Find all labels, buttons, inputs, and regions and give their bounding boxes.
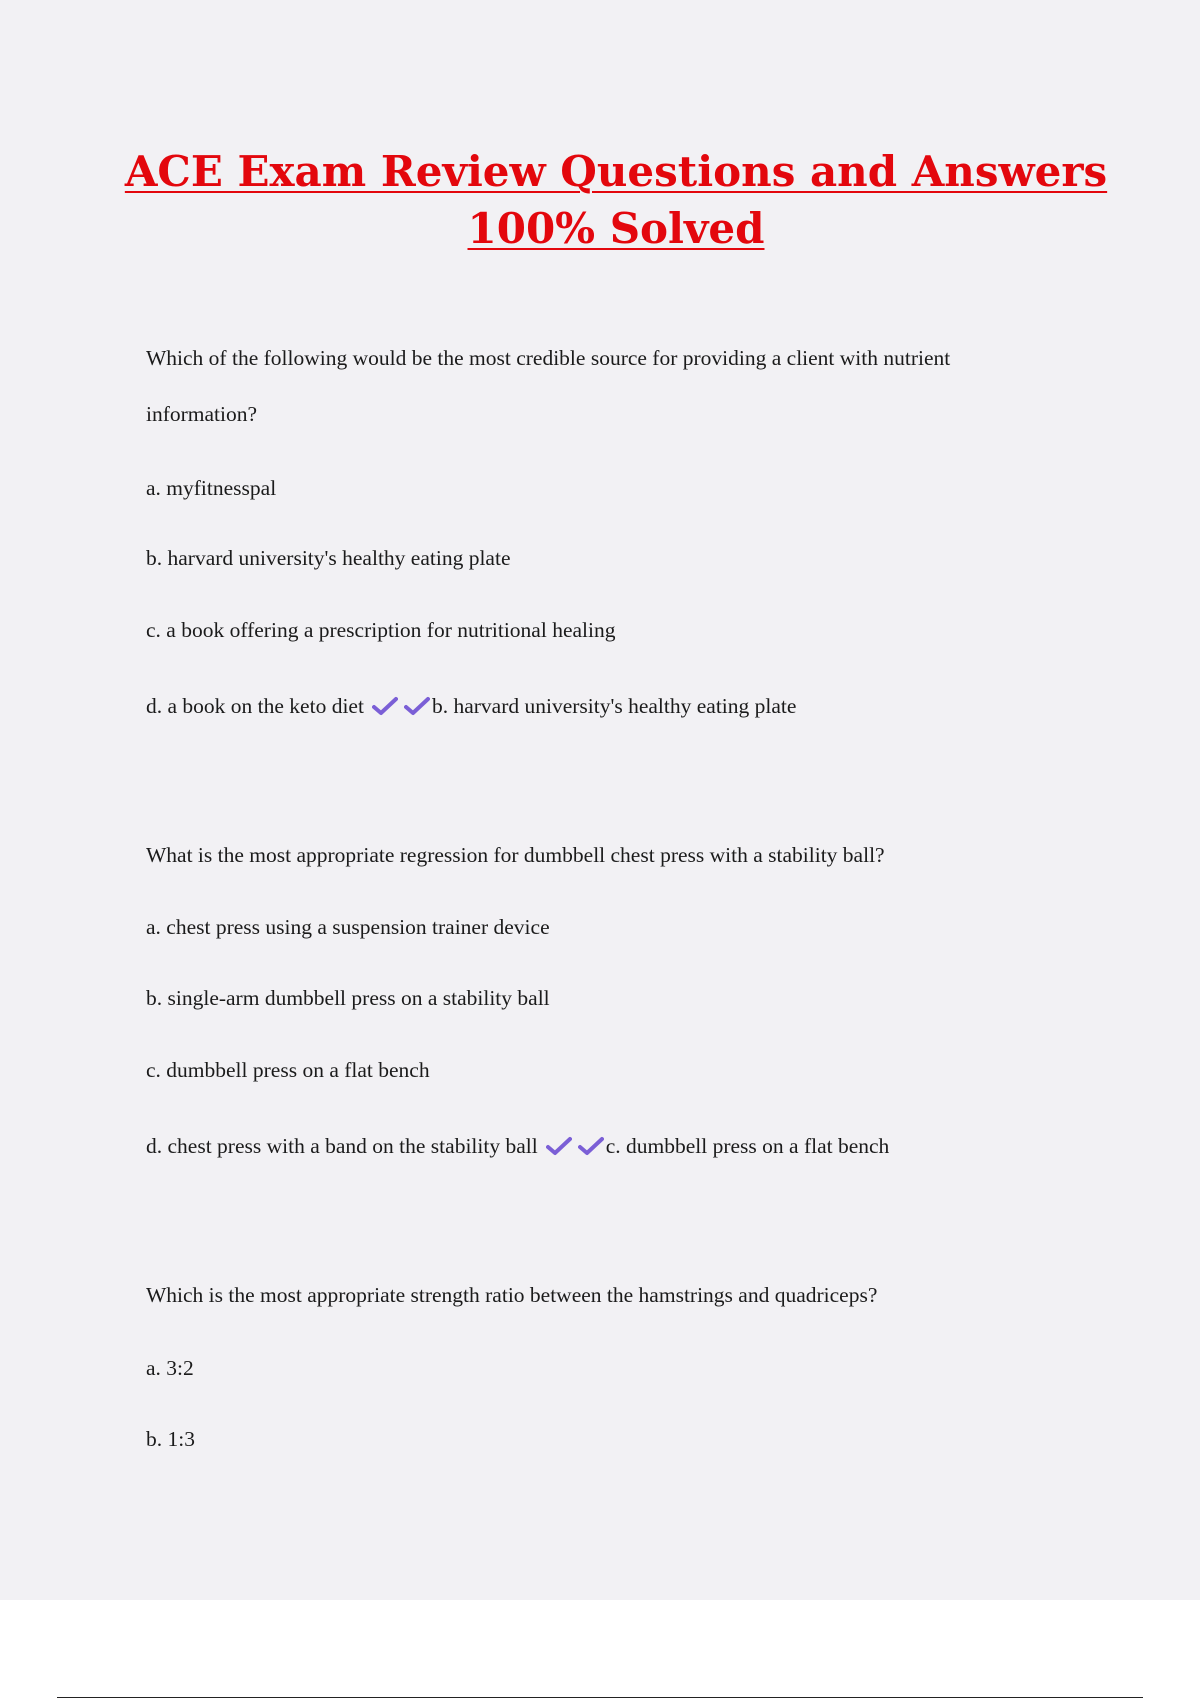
- question-3-option-b: b. 1:3: [146, 1427, 195, 1451]
- question-2-option-d-row: [146, 1133, 889, 1162]
- question-1-option-d-row: [146, 693, 796, 722]
- question-1-option-b: b. harvard university's healthy eating plate: [146, 546, 511, 570]
- footer-divider: [57, 1697, 1143, 1698]
- question-1-option-d: d. a book on the keto diet: [146, 694, 364, 718]
- question-1-option-a: a. myfitnesspal: [146, 476, 277, 500]
- question-2-prompt: What is the most appropriate regression for dumbbell chest press with a stability ball?: [146, 843, 885, 867]
- title-line-1: ACE Exam Review Questions and Answers: [124, 147, 1108, 196]
- question-1-prompt: Which of the following would be the most credible source for providing a client with nutrient: [146, 346, 951, 370]
- title-line-2: 100% Solved: [467, 204, 765, 253]
- question-2-option-c: c. dumbbell press on a flat bench: [146, 1058, 430, 1082]
- question-1-option-c: c. a book offering a prescription for nutritional healing: [146, 618, 616, 642]
- check-icon: [404, 696, 430, 722]
- question-1-answer: b. harvard university's healthy eating plate: [431, 694, 797, 718]
- question-3-option-a: a. 3:2: [146, 1356, 194, 1380]
- question-2-option-a: a. chest press using a suspension trainer device: [146, 915, 550, 939]
- question-2-answer: c. dumbbell press on a flat bench: [605, 1134, 890, 1158]
- question-3-prompt: Which is the most appropriate strength ratio between the hamstrings and quadriceps?: [146, 1283, 878, 1307]
- question-2-option-b: b. single-arm dumbbell press on a stability ball: [146, 986, 550, 1010]
- question-1-prompt-continued: information?: [146, 402, 258, 426]
- document-title: [100, 143, 1132, 257]
- check-icon: [372, 696, 398, 722]
- question-2-option-d: d. chest press with a band on the stability ball: [146, 1134, 538, 1158]
- check-icon: [578, 1136, 604, 1162]
- check-icon: [546, 1136, 572, 1162]
